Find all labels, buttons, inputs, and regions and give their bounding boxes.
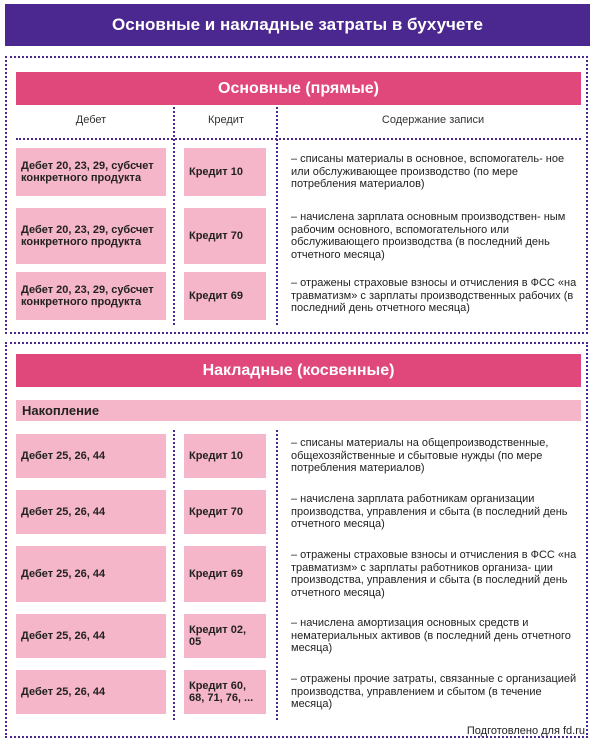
debit-cell: Дебет 25, 26, 44 bbox=[16, 614, 166, 658]
source-credit: Подготовлено для fd.ru bbox=[466, 725, 585, 737]
overhead-costs-banner: Накладные (косвенные) bbox=[16, 354, 581, 387]
debit-cell: Дебет 25, 26, 44 bbox=[16, 546, 166, 602]
content-cell: – начислена зарплата основным производствен- ным рабочим основного, вспомогательного или обслуживающего производства (в последний день отчетного месяца) bbox=[291, 211, 566, 261]
credit-cell: Кредит 10 bbox=[184, 434, 266, 478]
page-title: Основные и накладные затраты в бухучете bbox=[5, 4, 590, 46]
header-divider bbox=[16, 138, 581, 140]
credit-cell: Кредит 69 bbox=[184, 546, 266, 602]
content-cell: – отражены страховые взносы и отчисления в ФСС «на травматизм» с зарплаты работников организа- ции производства, управления и сбыта (в последний день отчетного месяца) bbox=[291, 549, 577, 599]
column-divider bbox=[173, 430, 175, 720]
direct-costs-banner: Основные (прямые) bbox=[16, 72, 581, 105]
debit-cell: Дебет 20, 23, 29, субсчет конкретного продукта bbox=[16, 148, 166, 196]
debit-cell: Дебет 25, 26, 44 bbox=[16, 490, 166, 534]
content-cell: – отражены прочие затраты, связанные с организацией производства, управлением и сбытом (в течение месяца) bbox=[291, 673, 577, 711]
credit-cell: Кредит 02, 05 bbox=[184, 614, 266, 658]
credit-cell: Кредит 60, 68, 71, 76, ... bbox=[184, 670, 266, 714]
column-header-content: Содержание записи bbox=[381, 114, 485, 126]
column-divider bbox=[173, 107, 175, 325]
content-cell: – начислена зарплата работникам организации производства, управления и сбыта (в последний день отчетного месяца) bbox=[291, 493, 568, 531]
debit-cell: Дебет 20, 23, 29, субсчет конкретного продукта bbox=[16, 208, 166, 264]
column-header-debit: Дебет bbox=[75, 114, 107, 126]
credit-cell: Кредит 10 bbox=[184, 148, 266, 196]
credit-cell: Кредит 70 bbox=[184, 208, 266, 264]
content-cell: – отражены страховые взносы и отчисления в ФСС «на травматизм» с зарплаты производственных рабочих (в последний день отчетного месяца) bbox=[291, 277, 577, 315]
debit-cell: Дебет 25, 26, 44 bbox=[16, 670, 166, 714]
accumulation-subheader: Накопление bbox=[16, 400, 581, 421]
column-header-credit: Кредит bbox=[207, 114, 244, 126]
content-cell: – начислена амортизация основных средств и нематериальных активов (в последний день отчетного месяца) bbox=[291, 617, 571, 655]
debit-cell: Дебет 20, 23, 29, субсчет конкретного продукта bbox=[16, 272, 166, 320]
credit-cell: Кредит 69 bbox=[184, 272, 266, 320]
credit-cell: Кредит 70 bbox=[184, 490, 266, 534]
debit-cell: Дебет 25, 26, 44 bbox=[16, 434, 166, 478]
content-cell: – списаны материалы на общепроизводственные, общехозяйственные и сбытовые нужды (по мере потребления материалов) bbox=[291, 437, 549, 475]
content-cell: – списаны материалы в основное, вспомогатель- ное или обслуживающее производство (по мере потребления материалов) bbox=[291, 153, 565, 191]
